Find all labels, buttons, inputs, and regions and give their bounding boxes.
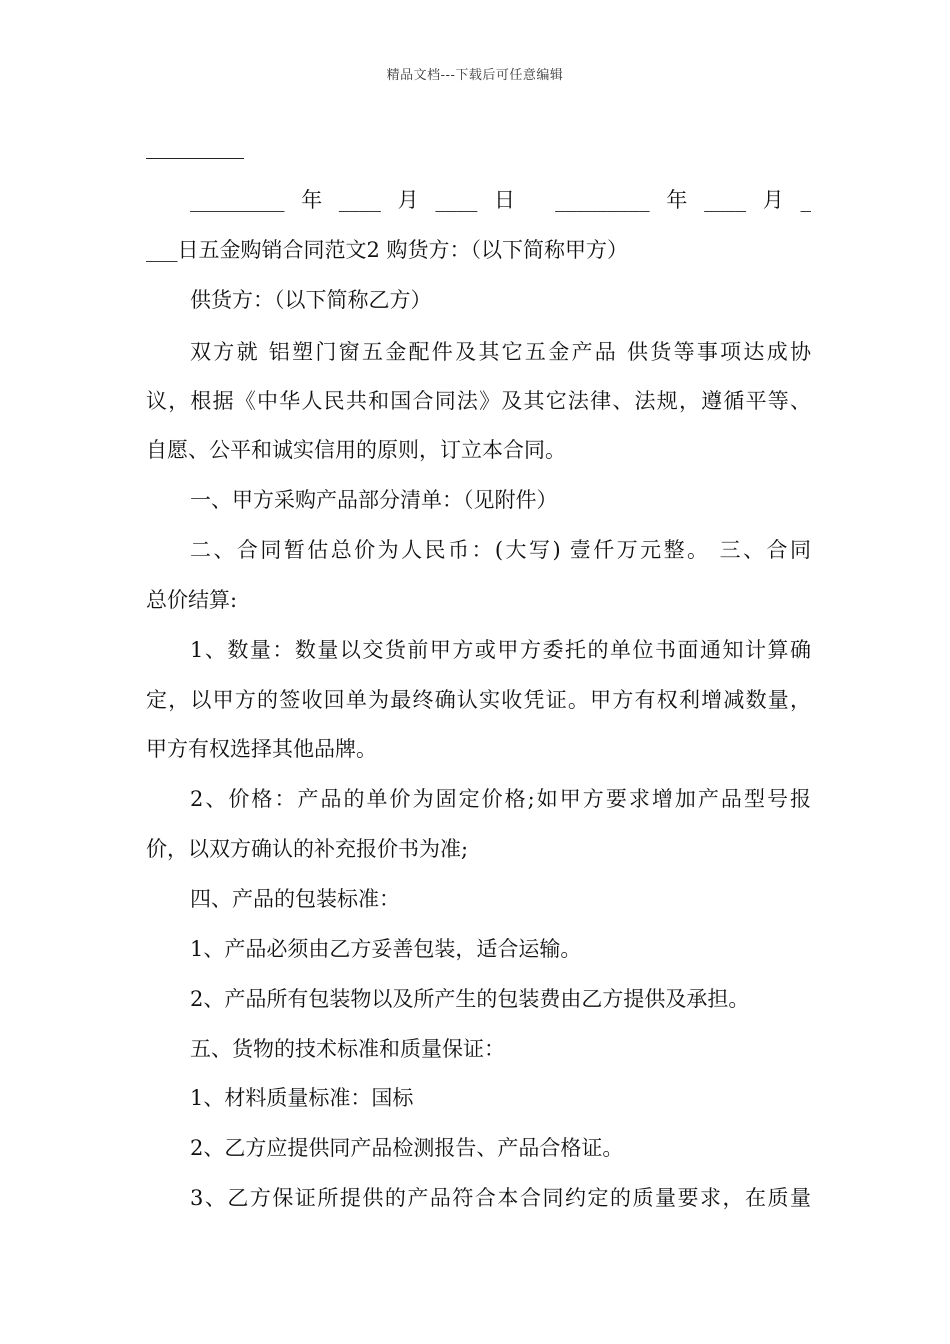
section-heading: 五、货物的技术标准和质量保证： [190, 1037, 505, 1061]
paragraph-line: 自愿、公平和诚实信用的原则，订立本合同。 [146, 438, 566, 462]
paragraph-line: 双方就 铝塑门窗五金配件及其它五金产品 供货等事项达成协 [190, 340, 811, 364]
paragraph-line: 2、产品所有包装物以及所产生的包装费由乙方提供及承担。 [190, 987, 750, 1011]
paragraph-line: 甲方有权选择其他品牌。 [146, 737, 377, 761]
paragraph-line: 2、价格：产品的单价为固定价格;如甲方要求增加产品型号报 [190, 787, 811, 811]
paragraph-line: 3、乙方保证所提供的产品符合本合同约定的质量要求，在质量 [190, 1186, 811, 1210]
date-line: _________年____月____日 _________年____月_ [190, 188, 811, 212]
paragraph-line: 1、产品必须由乙方妥善包装，适合运输。 [190, 937, 582, 961]
paragraph-line: 1、材料质量标准：国标 [190, 1086, 414, 1110]
paragraph-line: 二、合同暂估总价为人民币：(大写) 壹仟万元整。 三、合同 [190, 538, 811, 562]
paragraph-line: 总价结算: [146, 588, 238, 612]
paragraph-line: 1、数量：数量以交货前甲方或甲方委托的单位书面通知计算确 [190, 638, 811, 662]
top-rule [146, 158, 244, 159]
paragraph-line: 定，以甲方的签收回单为最终确认实收凭证。甲方有权利增减数量， [146, 688, 811, 712]
title-buyer-line: ___日五金购销合同范文2 购货方：（以下简称甲方） [146, 238, 629, 262]
page-header: 精品文档---下载后可任意编辑 [386, 68, 564, 83]
paragraph-line: 2、乙方应提供同产品检测报告、产品合格证。 [190, 1136, 624, 1160]
paragraph-line: 价，以双方确认的补充报价书为准; [146, 837, 469, 861]
paragraph-line: 议，根据《中华人民共和国合同法》及其它法律、法规，遵循平等、 [146, 389, 811, 413]
section-heading: 四、产品的包装标准： [190, 887, 400, 911]
supplier-line: 供货方：（以下简称乙方） [190, 288, 432, 312]
section-heading: 一、甲方采购产品部分清单：（见附件） [190, 488, 558, 512]
